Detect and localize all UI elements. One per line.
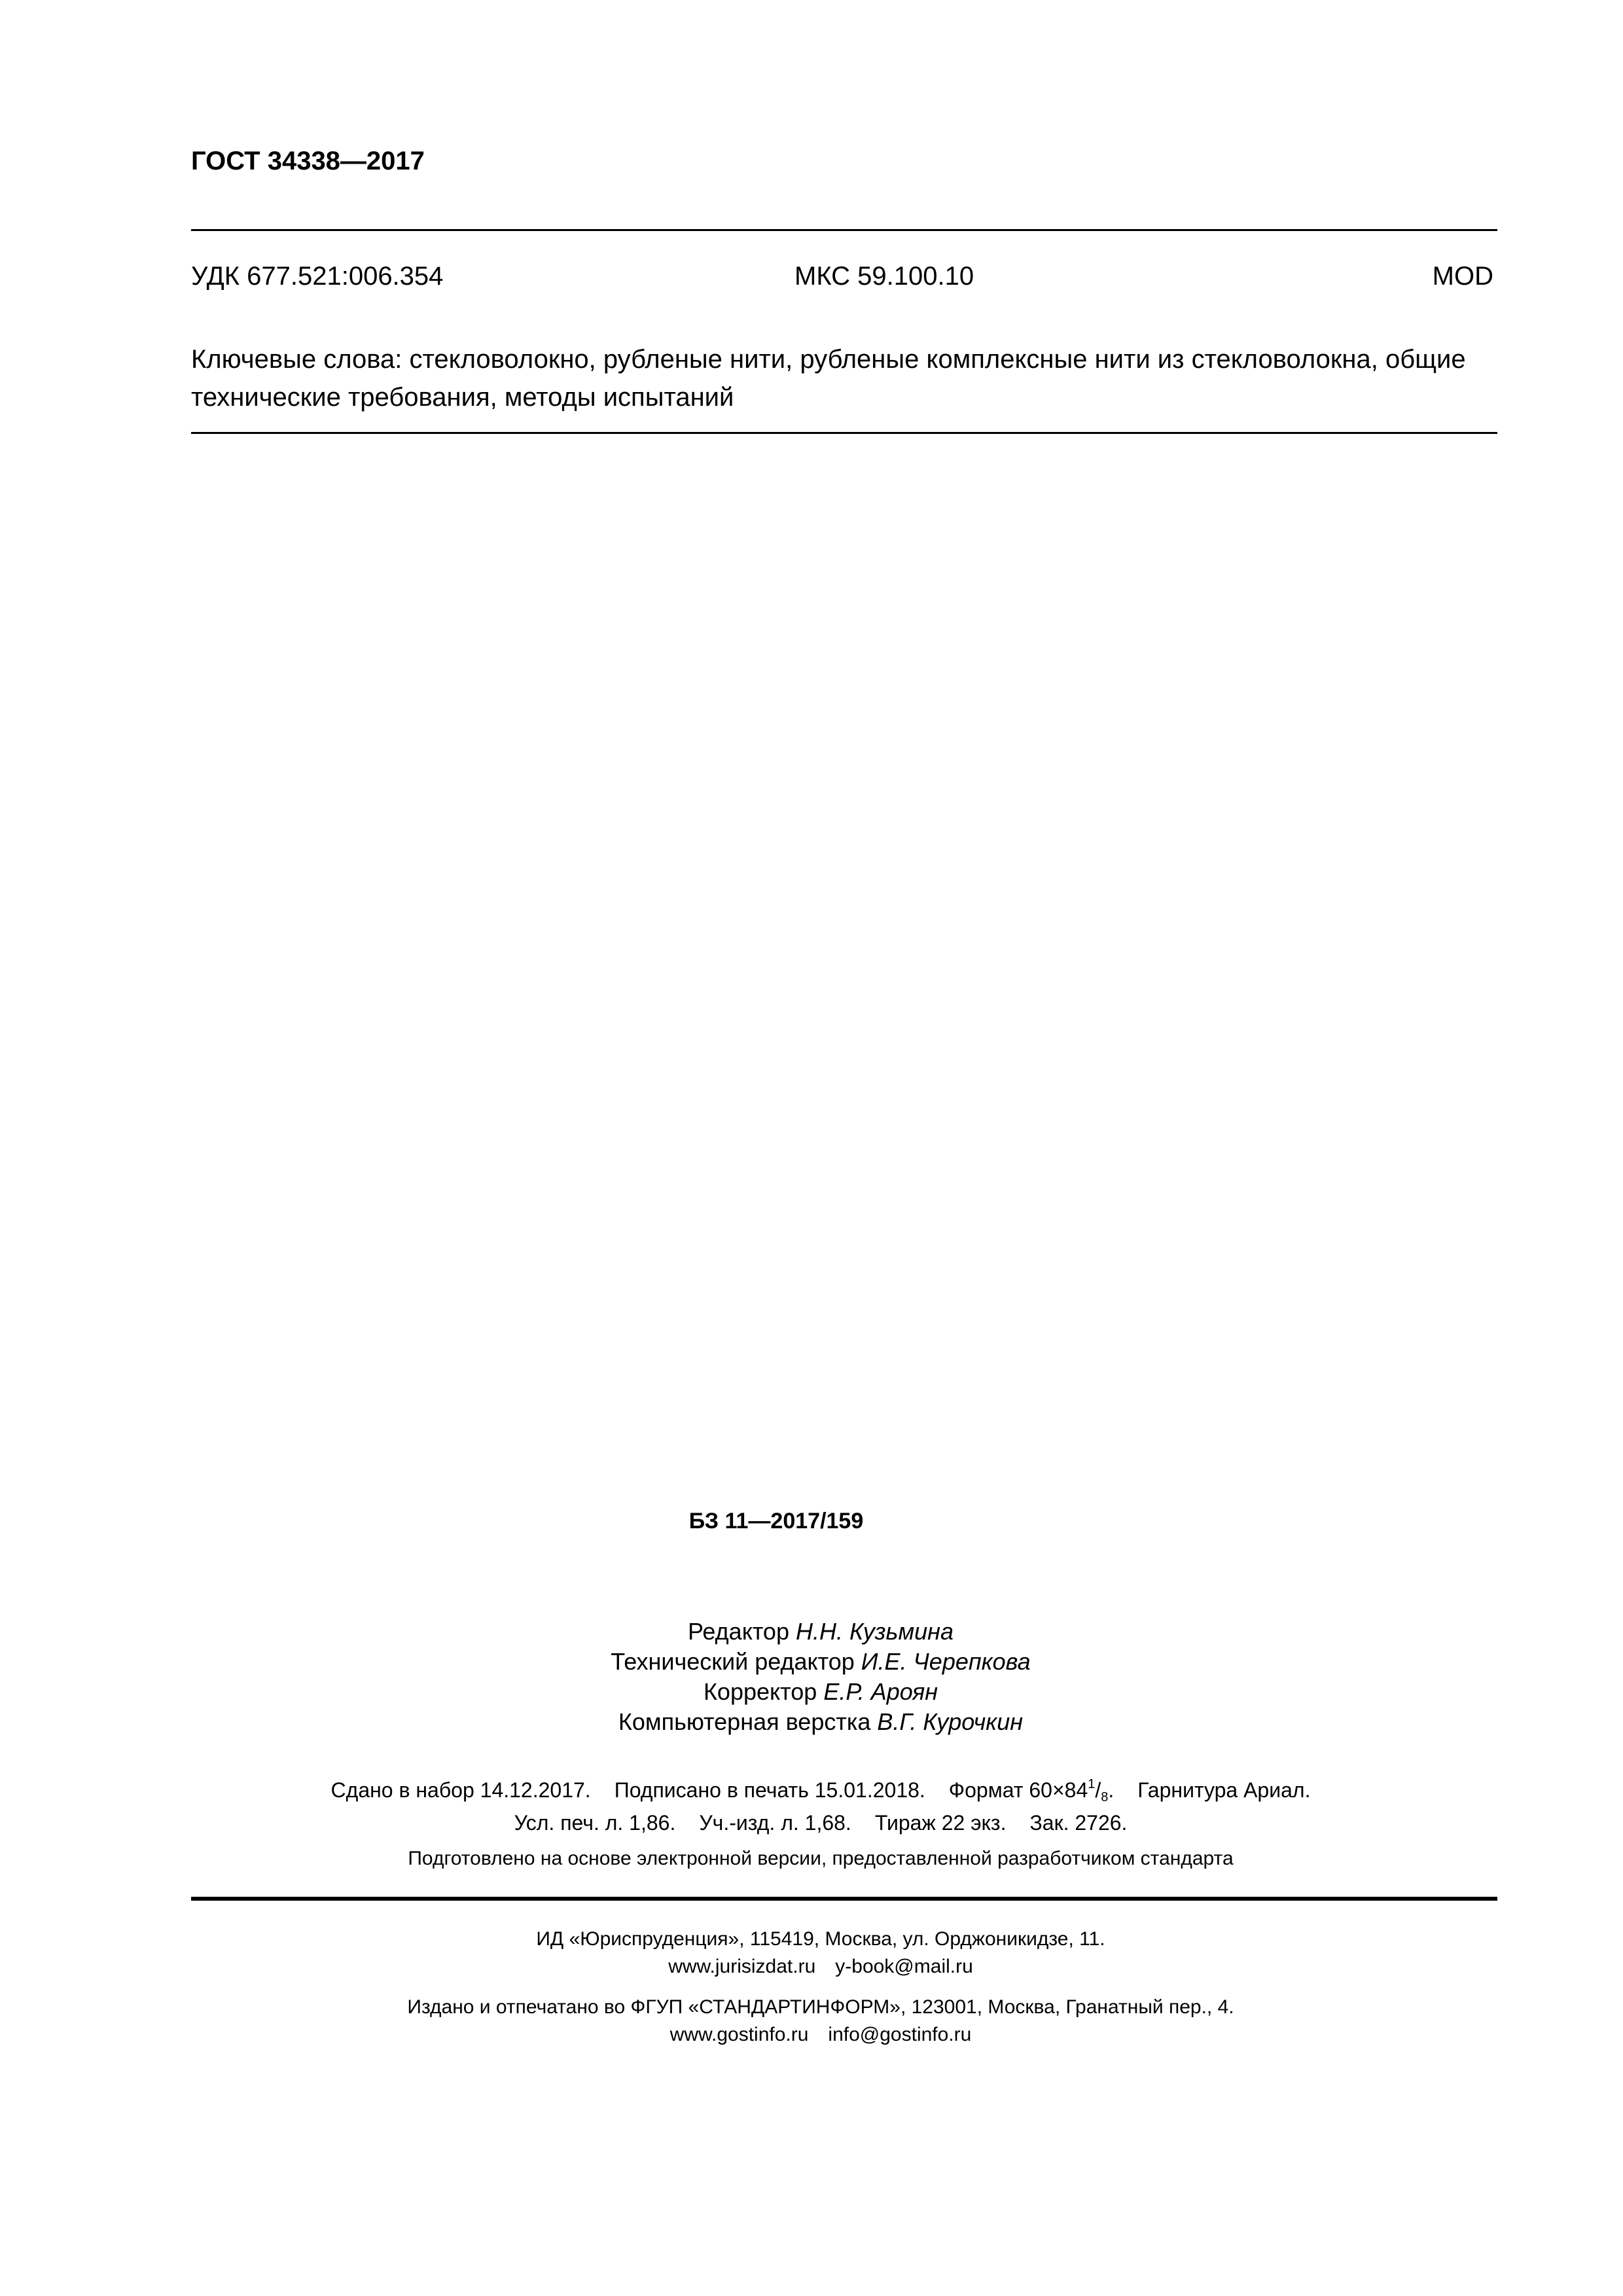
publisher-address: ИД «Юриспруденция», 115419, Москва, ул. Орджоникидзе, 11. bbox=[536, 1928, 1105, 1950]
keywords-line: технические требования, методы испытаний bbox=[191, 383, 734, 412]
prepared-note: Подготовлено на основе электронной версии, предоставленной разработчиком стандарта bbox=[408, 1848, 1234, 1869]
staff-name: И.Е. Черепкова bbox=[861, 1648, 1031, 1675]
staff-line-editor bbox=[168, 1617, 1474, 1647]
publisher-website: www.jurisizdat.ru bbox=[668, 1956, 816, 1977]
publisher-contacts bbox=[168, 1953, 1474, 1981]
publisher-block bbox=[168, 1926, 1474, 1981]
printer-website: www.gostinfo.ru bbox=[669, 2024, 809, 2045]
printed-sheets: Усл. печ. л. 1,86. bbox=[514, 1811, 676, 1835]
publisher-email: y-book@mail.ru bbox=[835, 1956, 973, 1977]
order-number: БЗ 11—2017/159 bbox=[688, 1509, 864, 1534]
print-signed-date: Подписано в печать 15.01.2018. bbox=[614, 1778, 925, 1802]
staff-line-technical-editor bbox=[168, 1647, 1474, 1677]
print-run: Тираж 22 экз. bbox=[874, 1811, 1007, 1835]
staff-role: Компьютерная верстка bbox=[618, 1708, 871, 1735]
staff-role: Технический редактор bbox=[611, 1648, 855, 1675]
staff-name: Е.Р. Ароян bbox=[823, 1678, 938, 1705]
printer-contacts bbox=[168, 2021, 1474, 2049]
keywords-line: Ключевые слова: стекловолокно, рубленые нити, рубленые комплексные нити из стекловолокна, общие bbox=[191, 345, 1466, 374]
typesetting-date: Сдано в набор 14.12.2017. bbox=[330, 1778, 591, 1802]
printer-block bbox=[168, 1994, 1474, 2049]
conformity-degree: MOD bbox=[1432, 262, 1493, 291]
document-designation: ГОСТ 34338—2017 bbox=[191, 147, 425, 175]
top-divider bbox=[191, 229, 1497, 231]
bottom-divider bbox=[191, 1897, 1497, 1901]
ics-code: МКС 59.100.10 bbox=[794, 262, 974, 291]
staff-credits bbox=[168, 1617, 1474, 1737]
imprint-line-1 bbox=[168, 1774, 1474, 1806]
publisher-sheets: Уч.-изд. л. 1,68. bbox=[699, 1811, 851, 1835]
imprint-line-2 bbox=[168, 1806, 1474, 1839]
staff-role: Редактор bbox=[688, 1618, 789, 1645]
keywords-block bbox=[191, 340, 1497, 416]
staff-name: Н.Н. Кузьмина bbox=[795, 1618, 954, 1645]
keywords-divider bbox=[191, 432, 1497, 434]
staff-line-layout bbox=[168, 1707, 1474, 1737]
staff-name: В.Г. Курочкин bbox=[877, 1708, 1024, 1735]
printer-email: info@gostinfo.ru bbox=[828, 2024, 972, 2045]
order-id: Зак. 2726. bbox=[1029, 1811, 1128, 1835]
udc-code: УДК 677.521:006.354 bbox=[191, 262, 444, 291]
typeface: Гарнитура Ариал. bbox=[1137, 1778, 1311, 1802]
printer-address: Издано и отпечатано во ФГУП «СТАНДАРТИНФОРМ», 123001, Москва, Гранатный пер., 4. bbox=[407, 1996, 1234, 2018]
staff-line-proofreader bbox=[168, 1677, 1474, 1707]
classification-row bbox=[191, 259, 1497, 293]
staff-role: Корректор bbox=[703, 1678, 817, 1705]
paper-format: Формат $60\times 84^1/_8$. bbox=[948, 1777, 1115, 1804]
imprint-block bbox=[168, 1774, 1474, 1839]
